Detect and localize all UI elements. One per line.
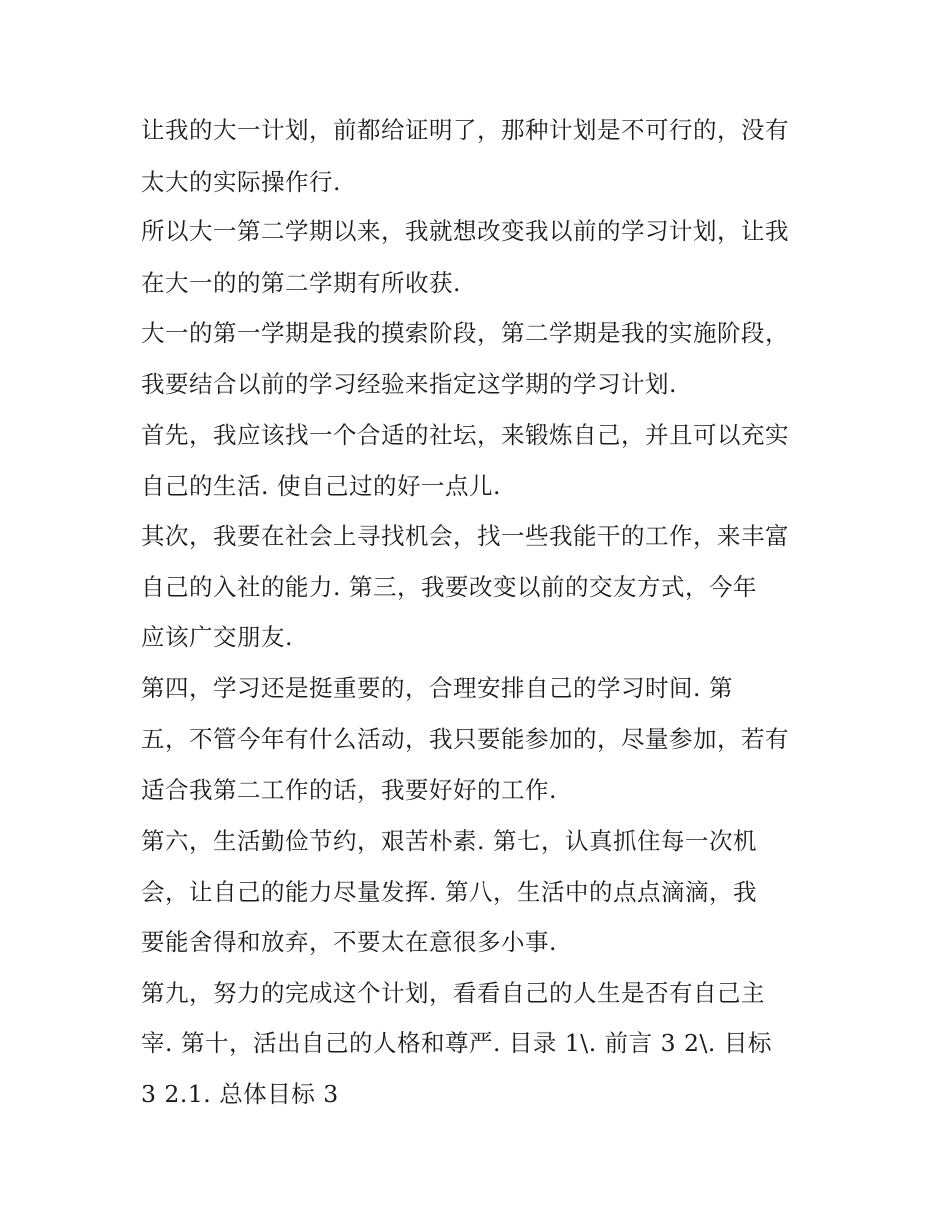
text-line: 所以大一第二学期以来，我就想改变我以前的学习计划，让我: [141, 217, 789, 245]
text-line: 让我的大一计划，前都给证明了，那种计划是不可行的，没有: [141, 116, 789, 144]
text-line: 在大一的的第二学期有所收获.: [141, 269, 461, 297]
text-line: 太大的实际操作行.: [141, 168, 341, 196]
text-line: 宰. 第十，活出自己的人格和尊严. 目录 1\. 前言 3 2\. 目标: [141, 1029, 772, 1057]
text-line: 第四，学习还是挺重要的，合理安排自己的学习时间. 第: [141, 674, 733, 702]
text-line: 会，让自己的能力尽量发挥. 第八，生活中的点点滴滴，我: [141, 878, 757, 906]
text-line: 第九，努力的完成这个计划，看看自己的人生是否有自己主: [141, 979, 765, 1007]
text-line: 第六，生活勤俭节约，艰苦朴素. 第七，认真抓住每一次机: [141, 827, 757, 855]
text-line: 要能舍得和放弃，不要太在意很多小事.: [141, 928, 557, 956]
text-line: 自己的入社的能力. 第三，我要改变以前的交友方式，今年: [141, 573, 757, 601]
text-line: 其次，我要在社会上寻找机会，找一些我能干的工作，来丰富: [141, 522, 789, 550]
text-line: 五，不管今年有什么活动，我只要能参加的，尽量参加，若有: [141, 725, 789, 753]
text-line: 应该广交朋友.: [141, 623, 293, 651]
text-line: 我要结合以前的学习经验来指定这学期的学习计划.: [141, 370, 677, 398]
text-line: 首先，我应该找一个合适的社坛，来锻炼自己，并且可以充实: [141, 421, 789, 449]
text-line: 适合我第二工作的话，我要好好的工作.: [141, 776, 557, 804]
text-line: 3 2.1. 总体目标 3: [141, 1080, 339, 1108]
text-line: 自己的生活. 使自己过的好一点儿.: [141, 472, 501, 500]
text-line: 大一的第一学期是我的摸索阶段，第二学期是我的实施阶段，: [141, 319, 789, 347]
